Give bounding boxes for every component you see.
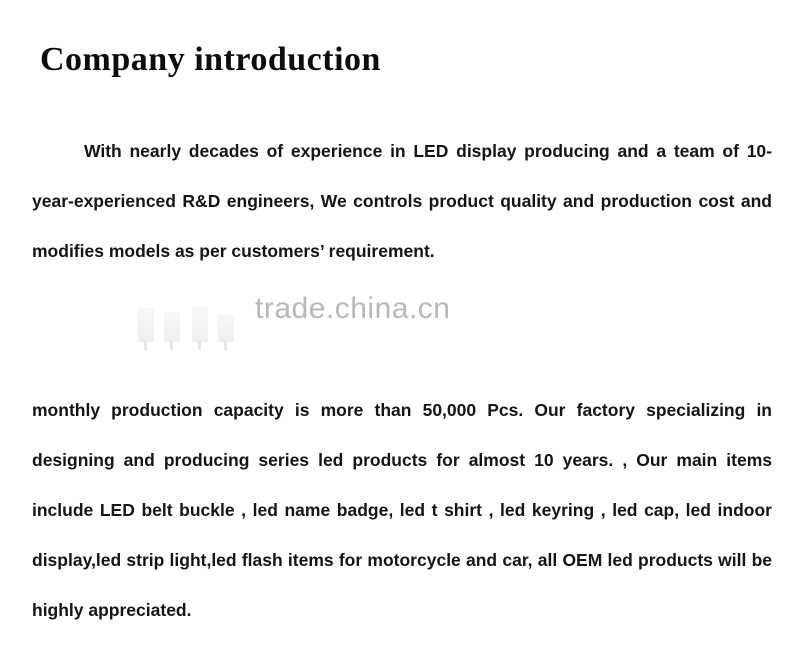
product-shape-3 [192,306,208,342]
document-body [32,108,772,652]
product-shape-2 [164,312,180,342]
paragraph-2: monthly production capacity is more than 50,000 Pcs. Our factory specializing in designing and producing series led products for almost 10 years. , Our main items include LED belt buckle , led name badge, led t shirt , led keyring , led cap, led indoor display,led strip light,led flash items for motorcycle and car, all OEM led products will be highly appreciated. [32,399,772,620]
product-shape-4 [218,314,234,342]
product-shape-1 [138,308,154,342]
watermark-text: trade.china.cn [255,292,451,325]
page-title: Company introduction [40,40,381,78]
paragraph-1: With nearly decades of experience in LED display producing and a team of 10-year-experienced R&D engineers, We controls product quality and production cost and modifies models as per customers’ requirement. [32,140,772,261]
faded-product-image [120,288,260,348]
